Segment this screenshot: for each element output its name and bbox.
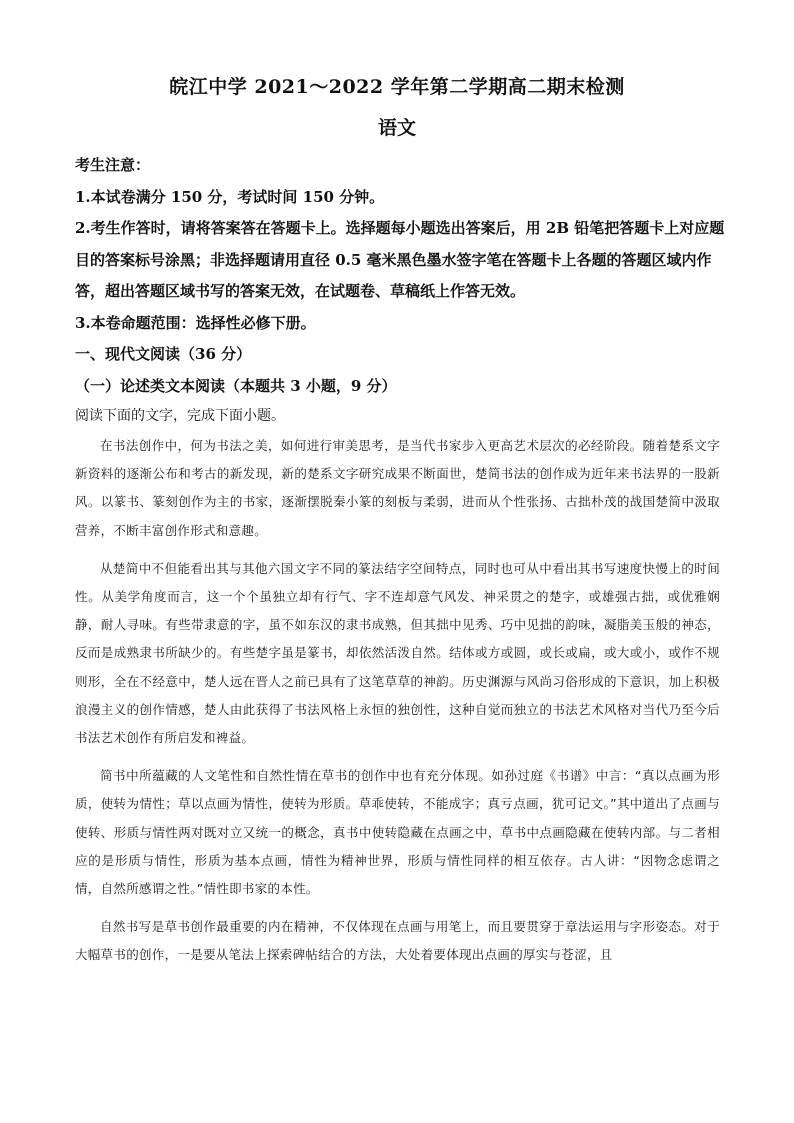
passage-paragraph-2: 从楚简中不但能看出其与其他六国文字不同的篆法结字空间特点，同时也可从中看出其书写速度快慢上的时间性。从美学角度而言，这一个个虽独立却有行气、字不连却意气风发、神采贯之的楚字，或雄强古拙，或优雅娴静，耐人寻味。有些带隶意的字，虽不如东汉的隶书成熟，但其拙中见秀、巧中见拙的韵味，凝脂美玉般的神态，反而是成熟隶书所缺少的。有些楚字虽是篆书，却依然活泼自然。结体或方或圆，或长或扁，或大或小，或作不规则形，全在不经意中，楚人远在晋人之前已具有了这笔草草的神韵。历史渊源与风尚习俗形成的下意识，加上积极浪漫主义的创作情感，楚人由此获得了书法风格上永恒的独创性，这种自觉而独立的书法艺术风格对当代乃至今后书法艺术创作有所启发和裨益。 <box>75 560 720 746</box>
reading-instruction: 阅读下面的文字，完成下面小题。 <box>75 408 285 424</box>
passage-paragraph-1: 在书法创作中，何为书法之美，如何进行审美思考，是当代书家步入更高艺术层次的必经阶段。随着楚系文字新资料的逐渐公布和考古的新发现，新的楚系文字研究成果不断面世，楚简书法的创作成为近年来书法界的一股新风。以篆书、篆刻创作为主的书家，逐渐摆脱秦小篆的刻板与柔弱，进而从个性张扬、古拙朴茂的战国楚简中汲取营养，不断丰富创作形式和意趣。 <box>75 438 720 538</box>
notice-item-3: 3.本卷命题范围：选择性必修下册。 <box>75 313 316 332</box>
reading-passage <box>75 432 720 980</box>
notice-item-2: 2.考生作答时，请将答案答在答题卡上。选择题每小题选出答案后，用 2B 铅笔把答题卡上对应题目的答案标号涂黑；非选择题请用直径 0.5 毫米黑色墨水签字笔在答题卡上各题的答题区域内作答，超出答题区域书写的答案无效，在试题卷、草稿纸上作答无效。 <box>75 219 725 300</box>
section-title: 一、现代文阅读（36 分） <box>75 345 252 363</box>
notice-item-1: 1.本试卷满分 150 分，考试时间 150 分钟。 <box>75 187 385 206</box>
passage-paragraph-3: 简书中所蕴藏的人文笔性和自然性情在草书的创作中也有充分体现。如孙过庭《书谱》中言：“真以点画为形质，使转为情性；草以点画为情性，使转为形质。草乖使转，不能成字；真亏点画，犹可记文。”其中道出了点画与使转、形质与情性两对既对立又统一的概念，真书中使转隐藏在点画之中，草书中点画隐藏在使转内部。与二者相应的是形质与情性，形质为基本点画，情性为精神世界，形质与情性同样的相互依存。古人讲：“因物念虑谓之情，自然所感谓之性。”情性即书家的本性。 <box>75 768 720 897</box>
section-subtitle: （一）论述类文本阅读（本题共 3 小题，9 分） <box>75 376 397 395</box>
subject-title: 语文 <box>377 117 416 139</box>
passage-paragraph-4: 自然书写是草书创作最重要的内在精神，不仅体现在点画与用笔上，而且要贯穿于章法运用与字形姿态。对于大幅草书的创作，一是要从笔法上探索碑帖结合的方法，大处着要体现出点画的厚实与苍涩，且 <box>75 919 720 963</box>
candidate-notice <box>75 150 725 430</box>
notice-heading: 考生注意： <box>75 156 151 174</box>
exam-title: 皖江中学 2021～2022 学年第二学期高二期末检测 <box>169 76 625 98</box>
